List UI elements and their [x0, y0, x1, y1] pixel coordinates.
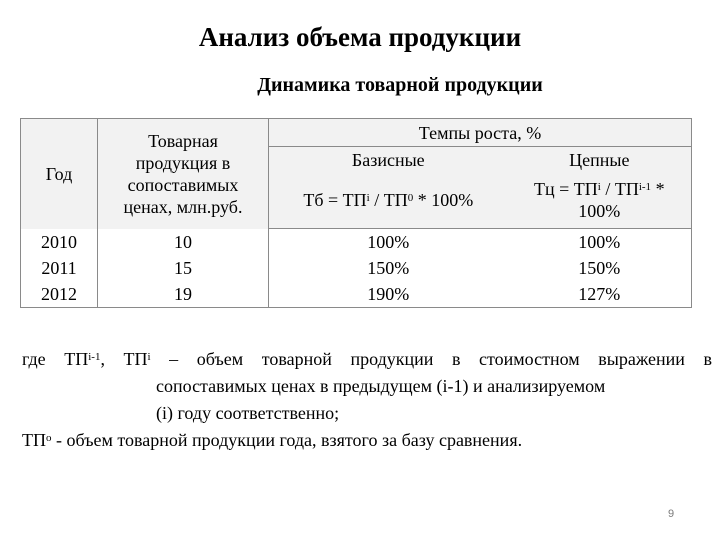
table-row: [21, 281, 692, 308]
cell-basic: 100%: [367, 232, 410, 252]
page-title: Анализ объема продукции: [198, 22, 522, 52]
table-caption: Динамика товарной продукции: [257, 74, 543, 96]
header-growth-rates: Темпы роста, %: [269, 119, 692, 147]
header-year: Год: [21, 119, 98, 229]
basic-formula: Тб = $ТП^i / ТП^0 * 100\%$: [269, 173, 508, 229]
cell-product: 19: [98, 281, 269, 308]
cell-chain: 150%: [508, 255, 692, 281]
cell-year: 2012: [21, 281, 98, 308]
header-product: Товарная продукция в сопоставимых ценах, млн.руб.: [98, 119, 269, 229]
cell-year: 2011: [21, 255, 98, 281]
product-dynamics-table: [20, 118, 692, 308]
cell-year: 2010: [21, 229, 98, 256]
note-line-2: сопоставимых ценах в предыдущем (i-1) и анализируемом: [156, 376, 606, 396]
table-row: [21, 229, 692, 256]
header-basic: Базисные: [269, 147, 508, 173]
notes-block: [22, 346, 712, 454]
page-number: 9: [668, 508, 675, 520]
cell-product: 15: [98, 255, 269, 281]
cell-chain: 127%: [508, 281, 692, 308]
chain-formula: Тц = $ТП^i / ТП^{i-1}$ * 100%: [508, 173, 692, 229]
cell-basic: 150%: [367, 258, 410, 278]
cell-product: 10: [98, 229, 269, 256]
note-line-4: $ТП^о$ - объем товарной продукции года, взятого за базу сравнения.: [22, 430, 523, 450]
cell-chain: 100%: [508, 229, 692, 256]
note-line-3: (i) году соответственно;: [156, 403, 340, 423]
header-chain: Цепные: [508, 147, 692, 173]
table-row: [21, 255, 692, 281]
cell-basic: 190%: [269, 281, 508, 308]
note-line-1: где ТП$^{i-1}$, $ТП^i$ – объем товарной продукции в стоимостном выражении в: [22, 349, 712, 369]
